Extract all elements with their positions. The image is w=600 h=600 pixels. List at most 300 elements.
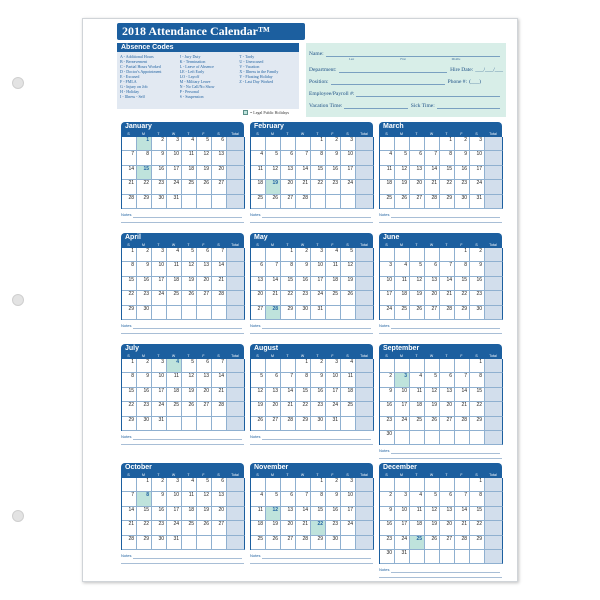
- day-cell[interactable]: 2: [380, 373, 395, 387]
- day-cell[interactable]: 28: [425, 195, 440, 209]
- day-cell[interactable]: 11: [251, 507, 266, 521]
- week-total-cell[interactable]: [227, 277, 245, 291]
- day-cell[interactable]: 23: [380, 536, 395, 550]
- day-cell[interactable]: 10: [470, 151, 485, 165]
- week-total-cell[interactable]: [485, 137, 503, 151]
- day-cell[interactable]: 30: [311, 417, 326, 431]
- day-cell[interactable]: 24: [380, 306, 395, 320]
- day-cell[interactable]: 4: [167, 359, 182, 373]
- empty-day-cell[interactable]: [182, 306, 197, 320]
- day-cell[interactable]: 17: [167, 166, 182, 180]
- empty-day-cell[interactable]: [341, 417, 356, 431]
- day-cell[interactable]: 7: [455, 492, 470, 506]
- empty-day-cell[interactable]: [212, 306, 227, 320]
- day-cell[interactable]: 11: [410, 507, 425, 521]
- day-cell[interactable]: 19: [182, 388, 197, 402]
- empty-day-cell[interactable]: [281, 478, 296, 492]
- empty-day-cell[interactable]: [251, 359, 266, 373]
- day-cell[interactable]: 13: [251, 277, 266, 291]
- day-cell[interactable]: 7: [296, 151, 311, 165]
- day-cell[interactable]: 17: [380, 291, 395, 305]
- day-cell[interactable]: 18: [167, 277, 182, 291]
- day-cell[interactable]: 25: [182, 180, 197, 194]
- notes-line[interactable]: [379, 454, 502, 459]
- week-total-cell[interactable]: [485, 262, 503, 276]
- day-cell[interactable]: 23: [137, 402, 152, 416]
- empty-day-cell[interactable]: [182, 417, 197, 431]
- week-total-cell[interactable]: [485, 195, 503, 209]
- day-cell[interactable]: 10: [395, 507, 410, 521]
- day-cell[interactable]: 18: [380, 180, 395, 194]
- day-cell[interactable]: 6: [197, 359, 212, 373]
- day-cell[interactable]: 7: [425, 151, 440, 165]
- day-cell[interactable]: 26: [395, 195, 410, 209]
- day-cell[interactable]: 24: [395, 536, 410, 550]
- day-cell[interactable]: 25: [182, 521, 197, 535]
- day-cell[interactable]: 13: [440, 507, 455, 521]
- hire-date-field[interactable]: ___/___/___: [475, 67, 503, 73]
- empty-day-cell[interactable]: [212, 195, 227, 209]
- day-cell[interactable]: 23: [380, 417, 395, 431]
- day-cell[interactable]: 13: [281, 166, 296, 180]
- empty-day-cell[interactable]: [326, 195, 341, 209]
- week-total-cell[interactable]: [485, 306, 503, 320]
- day-cell[interactable]: 2: [296, 248, 311, 262]
- name-field[interactable]: [326, 50, 500, 57]
- week-total-cell[interactable]: [356, 492, 374, 506]
- day-cell[interactable]: 15: [137, 507, 152, 521]
- empty-day-cell[interactable]: [410, 431, 425, 445]
- day-cell[interactable]: 12: [197, 151, 212, 165]
- day-cell[interactable]: 13: [212, 151, 227, 165]
- day-cell[interactable]: 13: [212, 492, 227, 506]
- week-total-cell[interactable]: [485, 151, 503, 165]
- day-cell[interactable]: 21: [425, 180, 440, 194]
- day-cell[interactable]: 24: [470, 180, 485, 194]
- day-cell[interactable]: 11: [326, 262, 341, 276]
- day-cell[interactable]: 5: [197, 137, 212, 151]
- week-total-cell[interactable]: [356, 388, 374, 402]
- day-cell[interactable]: 14: [440, 277, 455, 291]
- day-cell[interactable]: 5: [251, 373, 266, 387]
- day-cell[interactable]: 17: [341, 507, 356, 521]
- day-cell[interactable]: 29: [281, 306, 296, 320]
- day-cell[interactable]: 12: [182, 262, 197, 276]
- day-cell[interactable]: 15: [122, 388, 137, 402]
- day-cell[interactable]: 31: [167, 536, 182, 550]
- phone-field[interactable]: (___): [469, 79, 481, 85]
- day-cell[interactable]: 14: [122, 507, 137, 521]
- day-cell[interactable]: 17: [395, 521, 410, 535]
- day-cell[interactable]: 6: [212, 137, 227, 151]
- day-cell[interactable]: 14: [455, 507, 470, 521]
- day-cell[interactable]: 23: [296, 291, 311, 305]
- notes-line[interactable]: [121, 559, 244, 564]
- day-cell[interactable]: 16: [380, 402, 395, 416]
- empty-day-cell[interactable]: [167, 306, 182, 320]
- empty-day-cell[interactable]: [380, 137, 395, 151]
- day-cell[interactable]: 12: [182, 373, 197, 387]
- day-cell[interactable]: 9: [470, 262, 485, 276]
- day-cell[interactable]: 18: [410, 521, 425, 535]
- day-cell[interactable]: 31: [470, 195, 485, 209]
- empty-day-cell[interactable]: [425, 478, 440, 492]
- empty-day-cell[interactable]: [410, 137, 425, 151]
- day-cell[interactable]: 21: [212, 388, 227, 402]
- day-cell[interactable]: 6: [440, 492, 455, 506]
- day-cell[interactable]: 19: [425, 521, 440, 535]
- day-cell[interactable]: 17: [152, 277, 167, 291]
- empty-day-cell[interactable]: [311, 195, 326, 209]
- day-cell[interactable]: 13: [197, 373, 212, 387]
- day-cell[interactable]: 3: [395, 373, 410, 387]
- day-cell[interactable]: 7: [266, 262, 281, 276]
- day-cell[interactable]: 20: [281, 521, 296, 535]
- day-cell[interactable]: 20: [281, 180, 296, 194]
- day-cell[interactable]: 20: [197, 277, 212, 291]
- week-total-cell[interactable]: [356, 166, 374, 180]
- empty-day-cell[interactable]: [380, 478, 395, 492]
- day-cell[interactable]: 9: [380, 388, 395, 402]
- day-cell[interactable]: 20: [440, 402, 455, 416]
- week-total-cell[interactable]: [485, 166, 503, 180]
- day-cell[interactable]: 13: [266, 388, 281, 402]
- day-cell[interactable]: 27: [266, 417, 281, 431]
- day-cell[interactable]: 5: [425, 373, 440, 387]
- day-cell[interactable]: 1: [122, 359, 137, 373]
- notes-line[interactable]: [133, 435, 242, 440]
- day-cell[interactable]: 15: [281, 277, 296, 291]
- week-total-cell[interactable]: [356, 359, 374, 373]
- day-cell[interactable]: 5: [182, 359, 197, 373]
- week-total-cell[interactable]: [356, 373, 374, 387]
- day-cell[interactable]: 16: [470, 277, 485, 291]
- week-total-cell[interactable]: [227, 151, 245, 165]
- day-cell[interactable]: 6: [197, 248, 212, 262]
- notes-line[interactable]: [133, 554, 242, 559]
- week-total-cell[interactable]: [356, 478, 374, 492]
- week-total-cell[interactable]: [356, 402, 374, 416]
- day-cell[interactable]: 25: [167, 402, 182, 416]
- day-cell[interactable]: 31: [311, 306, 326, 320]
- day-cell[interactable]: 16: [137, 388, 152, 402]
- empty-day-cell[interactable]: [266, 248, 281, 262]
- day-cell[interactable]: 9: [137, 262, 152, 276]
- day-cell[interactable]: 3: [311, 248, 326, 262]
- day-cell[interactable]: 17: [311, 277, 326, 291]
- day-cell[interactable]: 15: [440, 166, 455, 180]
- day-cell[interactable]: 4: [167, 248, 182, 262]
- day-cell[interactable]: 2: [470, 248, 485, 262]
- day-cell[interactable]: 17: [326, 388, 341, 402]
- day-cell[interactable]: 30: [380, 550, 395, 564]
- empty-day-cell[interactable]: [410, 478, 425, 492]
- day-cell[interactable]: 21: [455, 402, 470, 416]
- day-cell[interactable]: 19: [341, 277, 356, 291]
- empty-day-cell[interactable]: [380, 359, 395, 373]
- day-cell[interactable]: 6: [266, 373, 281, 387]
- week-total-cell[interactable]: [356, 180, 374, 194]
- day-cell[interactable]: 2: [152, 478, 167, 492]
- day-cell[interactable]: 7: [281, 373, 296, 387]
- day-cell[interactable]: 22: [122, 291, 137, 305]
- empty-day-cell[interactable]: [341, 536, 356, 550]
- day-cell[interactable]: 8: [137, 151, 152, 165]
- notes-line[interactable]: [133, 213, 242, 218]
- day-cell[interactable]: 5: [395, 151, 410, 165]
- day-cell[interactable]: 18: [167, 388, 182, 402]
- day-cell[interactable]: 22: [281, 291, 296, 305]
- day-cell[interactable]: 14: [266, 277, 281, 291]
- day-cell[interactable]: 14: [212, 262, 227, 276]
- department-field[interactable]: [339, 66, 448, 73]
- empty-day-cell[interactable]: [440, 431, 455, 445]
- day-cell[interactable]: 6: [440, 373, 455, 387]
- day-cell[interactable]: 2: [152, 137, 167, 151]
- day-cell[interactable]: 20: [212, 507, 227, 521]
- day-cell[interactable]: 14: [425, 166, 440, 180]
- day-cell[interactable]: 19: [266, 180, 281, 194]
- day-cell[interactable]: 28: [296, 195, 311, 209]
- week-total-cell[interactable]: [485, 478, 503, 492]
- day-cell[interactable]: 14: [281, 388, 296, 402]
- day-cell[interactable]: 21: [122, 521, 137, 535]
- day-cell[interactable]: 25: [380, 195, 395, 209]
- empty-day-cell[interactable]: [251, 478, 266, 492]
- day-cell[interactable]: 3: [152, 359, 167, 373]
- notes-line[interactable]: [262, 213, 371, 218]
- day-cell[interactable]: 27: [440, 536, 455, 550]
- day-cell[interactable]: 10: [341, 151, 356, 165]
- day-cell[interactable]: 4: [410, 373, 425, 387]
- day-cell[interactable]: 25: [341, 402, 356, 416]
- day-cell[interactable]: 27: [410, 195, 425, 209]
- day-cell[interactable]: 6: [410, 151, 425, 165]
- empty-day-cell[interactable]: [197, 306, 212, 320]
- day-cell[interactable]: 9: [152, 151, 167, 165]
- week-total-cell[interactable]: [227, 507, 245, 521]
- day-cell[interactable]: 25: [395, 306, 410, 320]
- day-cell[interactable]: 26: [197, 521, 212, 535]
- day-cell[interactable]: 4: [380, 151, 395, 165]
- day-cell[interactable]: 8: [122, 373, 137, 387]
- day-cell[interactable]: 26: [410, 306, 425, 320]
- day-cell[interactable]: 3: [380, 262, 395, 276]
- day-cell[interactable]: 9: [152, 492, 167, 506]
- day-cell[interactable]: 25: [326, 291, 341, 305]
- day-cell[interactable]: 4: [251, 492, 266, 506]
- day-cell[interactable]: 13: [281, 507, 296, 521]
- empty-day-cell[interactable]: [212, 536, 227, 550]
- empty-day-cell[interactable]: [182, 536, 197, 550]
- day-cell[interactable]: 2: [326, 478, 341, 492]
- week-total-cell[interactable]: [485, 550, 503, 564]
- day-cell[interactable]: 20: [251, 291, 266, 305]
- day-cell[interactable]: 29: [137, 195, 152, 209]
- week-total-cell[interactable]: [485, 359, 503, 373]
- day-cell[interactable]: 26: [197, 180, 212, 194]
- notes-line[interactable]: [262, 324, 371, 329]
- day-cell[interactable]: 28: [212, 291, 227, 305]
- day-cell[interactable]: 5: [410, 262, 425, 276]
- empty-day-cell[interactable]: [167, 417, 182, 431]
- day-cell[interactable]: 28: [440, 306, 455, 320]
- week-total-cell[interactable]: [485, 248, 503, 262]
- notes-line[interactable]: [133, 324, 242, 329]
- day-cell[interactable]: 23: [326, 180, 341, 194]
- day-cell[interactable]: 8: [440, 151, 455, 165]
- day-cell[interactable]: 12: [197, 492, 212, 506]
- day-cell[interactable]: 10: [167, 492, 182, 506]
- day-cell[interactable]: 1: [311, 137, 326, 151]
- day-cell[interactable]: 11: [182, 151, 197, 165]
- day-cell[interactable]: 22: [470, 402, 485, 416]
- day-cell[interactable]: 30: [152, 195, 167, 209]
- day-cell[interactable]: 8: [470, 492, 485, 506]
- day-cell[interactable]: 16: [152, 166, 167, 180]
- day-cell[interactable]: 16: [326, 166, 341, 180]
- empty-day-cell[interactable]: [455, 431, 470, 445]
- day-cell[interactable]: 26: [341, 291, 356, 305]
- notes-line[interactable]: [250, 329, 373, 334]
- day-cell[interactable]: 8: [296, 373, 311, 387]
- day-cell[interactable]: 9: [296, 262, 311, 276]
- day-cell[interactable]: 17: [395, 402, 410, 416]
- day-cell[interactable]: 10: [395, 388, 410, 402]
- empty-day-cell[interactable]: [197, 417, 212, 431]
- day-cell[interactable]: 3: [152, 248, 167, 262]
- day-cell[interactable]: 28: [281, 417, 296, 431]
- empty-day-cell[interactable]: [410, 248, 425, 262]
- empty-day-cell[interactable]: [122, 137, 137, 151]
- week-total-cell[interactable]: [485, 291, 503, 305]
- day-cell[interactable]: 9: [326, 492, 341, 506]
- day-cell[interactable]: 10: [167, 151, 182, 165]
- empty-day-cell[interactable]: [251, 137, 266, 151]
- day-cell[interactable]: 2: [311, 359, 326, 373]
- day-cell[interactable]: 22: [455, 291, 470, 305]
- day-cell[interactable]: 23: [152, 180, 167, 194]
- day-cell[interactable]: 19: [410, 291, 425, 305]
- day-cell[interactable]: 4: [395, 262, 410, 276]
- week-total-cell[interactable]: [485, 402, 503, 416]
- empty-day-cell[interactable]: [455, 478, 470, 492]
- day-cell[interactable]: 3: [341, 478, 356, 492]
- day-cell[interactable]: 22: [122, 402, 137, 416]
- week-total-cell[interactable]: [356, 291, 374, 305]
- day-cell[interactable]: 20: [212, 166, 227, 180]
- day-cell[interactable]: 29: [470, 417, 485, 431]
- day-cell[interactable]: 29: [122, 306, 137, 320]
- day-cell[interactable]: 26: [182, 291, 197, 305]
- day-cell[interactable]: 4: [341, 359, 356, 373]
- day-cell[interactable]: 25: [167, 291, 182, 305]
- day-cell[interactable]: 27: [281, 195, 296, 209]
- empty-day-cell[interactable]: [395, 478, 410, 492]
- day-cell[interactable]: 2: [137, 359, 152, 373]
- day-cell[interactable]: 13: [440, 388, 455, 402]
- week-total-cell[interactable]: [227, 492, 245, 506]
- day-cell[interactable]: 24: [326, 402, 341, 416]
- day-cell[interactable]: 28: [455, 417, 470, 431]
- empty-day-cell[interactable]: [395, 137, 410, 151]
- notes-line[interactable]: [379, 218, 502, 223]
- day-cell[interactable]: 3: [395, 492, 410, 506]
- notes-line[interactable]: [391, 449, 500, 454]
- day-cell[interactable]: 6: [251, 262, 266, 276]
- day-cell[interactable]: 1: [470, 359, 485, 373]
- week-total-cell[interactable]: [356, 277, 374, 291]
- notes-line[interactable]: [121, 329, 244, 334]
- day-cell[interactable]: 12: [395, 166, 410, 180]
- week-total-cell[interactable]: [227, 166, 245, 180]
- week-total-cell[interactable]: [227, 248, 245, 262]
- day-cell[interactable]: 2: [137, 248, 152, 262]
- day-cell[interactable]: 2: [380, 492, 395, 506]
- day-cell[interactable]: 19: [182, 277, 197, 291]
- day-cell[interactable]: 25: [410, 417, 425, 431]
- empty-day-cell[interactable]: [281, 137, 296, 151]
- day-cell[interactable]: 27: [212, 180, 227, 194]
- week-total-cell[interactable]: [227, 306, 245, 320]
- day-cell[interactable]: 6: [212, 478, 227, 492]
- day-cell[interactable]: 14: [296, 166, 311, 180]
- day-cell[interactable]: 12: [251, 388, 266, 402]
- day-cell[interactable]: 7: [296, 492, 311, 506]
- day-cell[interactable]: 21: [455, 521, 470, 535]
- day-cell[interactable]: 19: [251, 402, 266, 416]
- day-cell[interactable]: 15: [311, 507, 326, 521]
- empty-day-cell[interactable]: [122, 478, 137, 492]
- day-cell[interactable]: 10: [380, 277, 395, 291]
- day-cell[interactable]: 21: [296, 521, 311, 535]
- day-cell[interactable]: 14: [122, 166, 137, 180]
- week-total-cell[interactable]: [227, 373, 245, 387]
- week-total-cell[interactable]: [227, 417, 245, 431]
- day-cell[interactable]: 16: [326, 507, 341, 521]
- day-cell[interactable]: 29: [296, 417, 311, 431]
- week-total-cell[interactable]: [356, 195, 374, 209]
- empty-day-cell[interactable]: [341, 195, 356, 209]
- day-cell[interactable]: 3: [167, 137, 182, 151]
- notes-line[interactable]: [262, 435, 371, 440]
- day-cell[interactable]: 12: [341, 262, 356, 276]
- day-cell[interactable]: 1: [311, 478, 326, 492]
- day-cell[interactable]: 26: [425, 417, 440, 431]
- day-cell[interactable]: 21: [212, 277, 227, 291]
- empty-day-cell[interactable]: [470, 431, 485, 445]
- day-cell[interactable]: 11: [341, 373, 356, 387]
- day-cell[interactable]: 29: [440, 195, 455, 209]
- notes-line[interactable]: [250, 440, 373, 445]
- day-cell[interactable]: 1: [281, 248, 296, 262]
- empty-day-cell[interactable]: [395, 359, 410, 373]
- day-cell[interactable]: 11: [395, 277, 410, 291]
- notes-line[interactable]: [391, 324, 500, 329]
- day-cell[interactable]: 18: [251, 521, 266, 535]
- week-total-cell[interactable]: [356, 521, 374, 535]
- empty-day-cell[interactable]: [455, 550, 470, 564]
- day-cell[interactable]: 5: [266, 492, 281, 506]
- day-cell[interactable]: 16: [137, 277, 152, 291]
- day-cell[interactable]: 18: [182, 166, 197, 180]
- day-cell[interactable]: 1: [137, 478, 152, 492]
- payroll-field[interactable]: [356, 90, 500, 97]
- week-total-cell[interactable]: [485, 536, 503, 550]
- day-cell[interactable]: 19: [425, 402, 440, 416]
- day-cell[interactable]: 9: [455, 151, 470, 165]
- week-total-cell[interactable]: [227, 536, 245, 550]
